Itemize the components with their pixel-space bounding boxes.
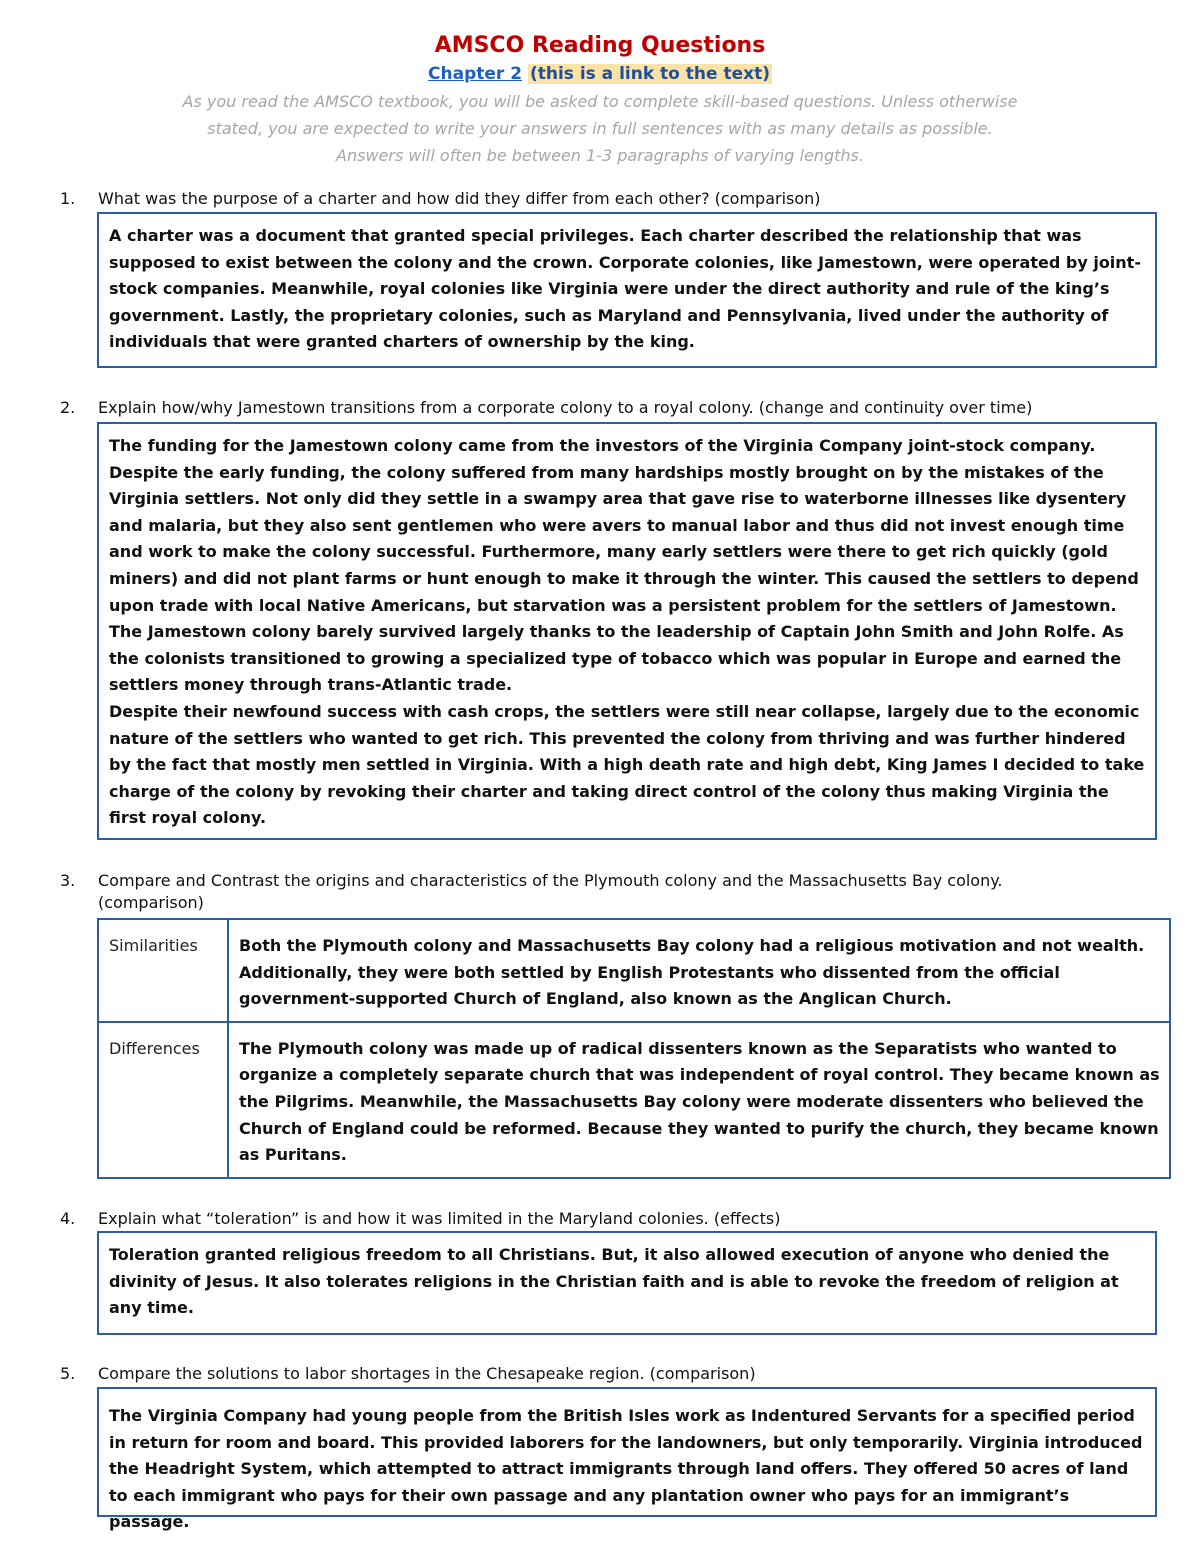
comparison-table	[97, 918, 1171, 1179]
answer-paragraph: The funding for the Jamestown colony came from the investors of the Virginia Company joint-stock company. Despite the early funding, the colony suffered from many hardships mostly brought on by the mistakes of the Virginia settlers. Not only did they settle in a swampy area that gave rise to waterborne illnesses like dysentery and malaria, but they also sent gentlemen who were avers to manual labor and thus did not invest enough time and work to make the colony successful. Furthermore, many early settlers were there to get rich quickly (gold miners) and did not plant farms or hunt enough to make it through the winter. This caused the settlers to depend upon trade with local Native Americans, but starvation was a persistent problem for the settlers of Jamestown.	[109, 436, 1139, 615]
row-label-similarities: Similarities	[98, 919, 228, 1022]
intro-instructions: As you read the AMSCO textbook, you will be asked to complete skill-based questions. Unless otherwise stated, you are expected to write your answers in full sentences with as many details as possible. Answers will often be between 1-3 paragraphs of varying lengths.	[182, 92, 1018, 165]
answer-box-4[interactable]	[97, 1231, 1157, 1335]
chapter-link[interactable]: Chapter 2	[428, 64, 523, 84]
answer-paragraph: The Virginia Company had young people from the British Isles work as Indentured Servants for a specified period in return for room and board. This provided laborers for the landowners, but only temporarily. Virginia introduced the Headright System, which attempted to attract immigrants through land offers. They offered 50 acres of land to each immigrant who pays for their own passage and any plantation owner who pays for an immigrant’s passage.	[109, 1406, 1143, 1532]
row-label-differences: Differences	[98, 1022, 228, 1178]
answer-box-1[interactable]	[97, 212, 1157, 368]
answer-paragraph: Despite their newfound success with cash crops, the settlers were still near collapse, largely due to the economic nature of the settlers who wanted to get rich. This prevented the colony from thriving and was further hindered by the fact that mostly men settled in Virginia. With a high death rate and high debt, King James I decided to take charge of the colony by revoking their charter and taking direct control of the colony thus making Virginia the first royal colony.	[109, 701, 1145, 828]
answer-box-5[interactable]	[97, 1387, 1157, 1532]
answer-box-2[interactable]	[97, 422, 1157, 840]
table-row	[98, 1022, 1170, 1178]
question-number: 4.	[60, 1209, 76, 1228]
chapter-link-note: (this is a link to the text)	[529, 64, 770, 84]
question-number: 2.	[60, 398, 76, 417]
question-number: 3.	[60, 871, 76, 890]
document-header	[0, 30, 1200, 169]
answer-paragraph: The Jamestown colony barely survived largely thanks to the leadership of Captain John Smith and John Rolfe. As the colonists transitioned to growing a specialized type of tobacco which was popular in Europe and earned the settlers money through trans-Atlantic trade.	[109, 622, 1124, 695]
question-prompt: Compare and Contrast the origins and characteristics of the Plymouth colony and the Massachusetts Bay colony. (comparison)	[98, 871, 1003, 912]
question-prompt: Explain how/why Jamestown transitions from a corporate colony to a royal colony. (change and continuity over time)	[98, 398, 1033, 417]
question-prompt: Compare the solutions to labor shortages in the Chesapeake region. (comparison)	[98, 1364, 756, 1383]
question-number: 1.	[60, 189, 76, 208]
question-prompt: Explain what “toleration” is and how it was limited in the Maryland colonies. (effects)	[98, 1209, 781, 1228]
table-row	[98, 919, 1170, 1022]
similarities-answer[interactable]: Both the Plymouth colony and Massachusetts Bay colony had a religious motivation and not wealth. Additionally, they were both settled by English Protestants who dissented from the official government-supported Church of England, also known as the Anglican Church.	[228, 919, 1170, 1022]
differences-answer[interactable]: The Plymouth colony was made up of radical dissenters known as the Separatists who wanted to organize a completely separate church that was independent of royal control. They became known as the Pilgrims. Meanwhile, the Massachusetts Bay colony were moderate dissenters who believed the Church of England could be reformed. Because they wanted to purify the church, they became known as Puritans.	[228, 1022, 1170, 1178]
question-number: 5.	[60, 1364, 76, 1383]
answer-paragraph: A charter was a document that granted special privileges. Each charter described the relationship that was supposed to exist between the colony and the crown. Corporate colonies, like Jamestown, were operated by joint-stock companies. Meanwhile, royal colonies like Virginia were under the direct authority and rule of the king’s government. Lastly, the proprietary colonies, such as Maryland and Pennsylvania, lived under the authority of individuals that were granted charters of ownership by the king.	[109, 226, 1141, 352]
question-prompt: What was the purpose of a charter and how did they differ from each other? (comparison)	[98, 189, 821, 208]
chapter-line	[0, 62, 1200, 86]
page-title: AMSCO Reading Questions	[434, 33, 766, 58]
answer-paragraph: Toleration granted religious freedom to all Christians. But, it also allowed execution of anyone who denied the divinity of Jesus. It also tolerates religions in the Christian faith and is able to revoke the freedom of religion at any time.	[109, 1245, 1119, 1318]
